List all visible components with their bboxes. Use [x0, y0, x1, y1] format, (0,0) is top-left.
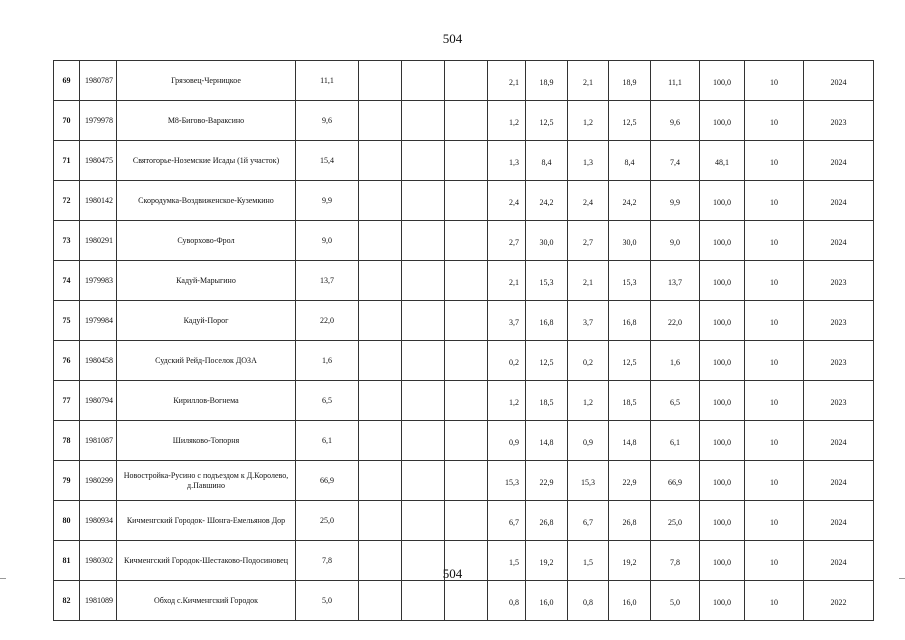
value-a: 2,1 [488, 261, 526, 301]
road-name: Судский Рейд-Поселок ДОЗА [117, 341, 296, 381]
value-g: 10 [745, 341, 804, 381]
value-c: 1,5 [568, 541, 609, 581]
value-a: 0,8 [488, 581, 526, 621]
road-length: 9,0 [296, 221, 359, 261]
value-a: 3,7 [488, 301, 526, 341]
value-e: 9,9 [651, 181, 700, 221]
year: 2024 [804, 181, 874, 221]
value-a: 1,2 [488, 101, 526, 141]
scan-edge-mark-left [0, 578, 6, 579]
empty-cell [445, 461, 488, 501]
value-a: 0,2 [488, 341, 526, 381]
value-d: 16,8 [609, 301, 651, 341]
value-a: 1,2 [488, 381, 526, 421]
table-row [54, 581, 874, 621]
table-row [54, 261, 874, 301]
empty-cell [445, 301, 488, 341]
value-c: 6,7 [568, 501, 609, 541]
road-name: Суворхово-Фрол [117, 221, 296, 261]
value-b: 8,4 [526, 141, 568, 181]
value-d: 19,2 [609, 541, 651, 581]
value-g: 10 [745, 141, 804, 181]
year: 2024 [804, 61, 874, 101]
value-g: 10 [745, 261, 804, 301]
year: 2024 [804, 141, 874, 181]
empty-cell [445, 381, 488, 421]
road-name: Шиляково-Топорня [117, 421, 296, 461]
value-d: 14,8 [609, 421, 651, 461]
empty-cell [402, 581, 445, 621]
value-c: 3,7 [568, 301, 609, 341]
value-g: 10 [745, 461, 804, 501]
row-number: 79 [54, 461, 80, 501]
value-g: 10 [745, 421, 804, 461]
value-c: 2,4 [568, 181, 609, 221]
empty-cell [402, 101, 445, 141]
value-a: 0,9 [488, 421, 526, 461]
road-length: 9,6 [296, 101, 359, 141]
value-g: 10 [745, 581, 804, 621]
value-e: 66,9 [651, 461, 700, 501]
empty-cell [402, 221, 445, 261]
value-d: 8,4 [609, 141, 651, 181]
year: 2022 [804, 581, 874, 621]
value-b: 14,8 [526, 421, 568, 461]
value-g: 10 [745, 381, 804, 421]
page-number-top: 504 [442, 31, 463, 46]
empty-cell [445, 501, 488, 541]
table-row [54, 501, 874, 541]
road-id: 1979984 [80, 301, 117, 341]
value-g: 10 [745, 181, 804, 221]
value-d: 30,0 [609, 221, 651, 261]
value-g: 10 [745, 541, 804, 581]
empty-cell [445, 101, 488, 141]
empty-cell [359, 301, 402, 341]
road-id: 1981087 [80, 421, 117, 461]
value-d: 15,3 [609, 261, 651, 301]
value-b: 16,8 [526, 301, 568, 341]
table-row [54, 341, 874, 381]
row-number: 73 [54, 221, 80, 261]
road-name: Кичменгский Городок- Шонга-Емельянов Дор [117, 501, 296, 541]
page-number-bottom: 504 [442, 566, 463, 581]
value-e: 6,5 [651, 381, 700, 421]
empty-cell [445, 181, 488, 221]
empty-cell [359, 101, 402, 141]
value-a: 2,4 [488, 181, 526, 221]
road-id: 1980794 [80, 381, 117, 421]
value-e: 11,1 [651, 61, 700, 101]
road-id: 1980787 [80, 61, 117, 101]
value-c: 0,9 [568, 421, 609, 461]
value-d: 22,9 [609, 461, 651, 501]
road-length: 25,0 [296, 501, 359, 541]
empty-cell [402, 181, 445, 221]
value-g: 10 [745, 501, 804, 541]
empty-cell [445, 341, 488, 381]
value-e: 5,0 [651, 581, 700, 621]
value-f: 100,0 [700, 301, 745, 341]
value-d: 26,8 [609, 501, 651, 541]
empty-cell [445, 61, 488, 101]
value-e: 7,4 [651, 141, 700, 181]
value-d: 18,9 [609, 61, 651, 101]
road-name: Кириллов-Вогнема [117, 381, 296, 421]
value-b: 26,8 [526, 501, 568, 541]
value-b: 22,9 [526, 461, 568, 501]
empty-cell [402, 501, 445, 541]
empty-cell [359, 341, 402, 381]
empty-cell [445, 261, 488, 301]
value-f: 100,0 [700, 341, 745, 381]
value-f: 100,0 [700, 381, 745, 421]
road-length: 15,4 [296, 141, 359, 181]
empty-cell [445, 141, 488, 181]
value-e: 13,7 [651, 261, 700, 301]
value-b: 24,2 [526, 181, 568, 221]
road-length: 11,1 [296, 61, 359, 101]
row-number: 78 [54, 421, 80, 461]
road-length: 22,0 [296, 301, 359, 341]
value-f: 100,0 [700, 61, 745, 101]
value-e: 7,8 [651, 541, 700, 581]
empty-cell [402, 61, 445, 101]
value-a: 1,3 [488, 141, 526, 181]
value-g: 10 [745, 101, 804, 141]
empty-cell [402, 461, 445, 501]
row-number: 70 [54, 101, 80, 141]
table-row [54, 381, 874, 421]
road-id: 1980475 [80, 141, 117, 181]
empty-cell [445, 421, 488, 461]
row-number: 75 [54, 301, 80, 341]
value-b: 12,5 [526, 101, 568, 141]
year: 2023 [804, 301, 874, 341]
year: 2023 [804, 261, 874, 301]
value-f: 100,0 [700, 581, 745, 621]
value-f: 100,0 [700, 541, 745, 581]
empty-cell [402, 141, 445, 181]
value-e: 9,6 [651, 101, 700, 141]
empty-cell [359, 141, 402, 181]
value-f: 100,0 [700, 221, 745, 261]
road-length: 6,1 [296, 421, 359, 461]
value-e: 1,6 [651, 341, 700, 381]
road-id: 1979983 [80, 261, 117, 301]
table-row [54, 421, 874, 461]
value-b: 19,2 [526, 541, 568, 581]
empty-cell [402, 421, 445, 461]
road-id: 1980934 [80, 501, 117, 541]
road-name: Кадуй-Порог [117, 301, 296, 341]
value-f: 100,0 [700, 461, 745, 501]
table-row [54, 461, 874, 501]
roads-table [53, 60, 874, 621]
empty-cell [445, 581, 488, 621]
value-c: 2,7 [568, 221, 609, 261]
value-d: 12,5 [609, 101, 651, 141]
empty-cell [402, 261, 445, 301]
value-d: 24,2 [609, 181, 651, 221]
value-e: 22,0 [651, 301, 700, 341]
table-row [54, 181, 874, 221]
row-number: 76 [54, 341, 80, 381]
empty-cell [359, 221, 402, 261]
road-id: 1979978 [80, 101, 117, 141]
row-number: 71 [54, 141, 80, 181]
road-name: Кадуй-Марыгино [117, 261, 296, 301]
empty-cell [359, 261, 402, 301]
row-number: 82 [54, 581, 80, 621]
value-c: 1,3 [568, 141, 609, 181]
road-name: Грязовец-Черницкое [117, 61, 296, 101]
value-c: 0,2 [568, 341, 609, 381]
value-b: 16,0 [526, 581, 568, 621]
empty-cell [359, 501, 402, 541]
value-a: 6,7 [488, 501, 526, 541]
table-row [54, 141, 874, 181]
road-name: Святогорье-Ноземские Исады (1й участок) [117, 141, 296, 181]
value-d: 18,5 [609, 381, 651, 421]
value-c: 0,8 [568, 581, 609, 621]
value-b: 30,0 [526, 221, 568, 261]
road-id: 1980142 [80, 181, 117, 221]
row-number: 72 [54, 181, 80, 221]
empty-cell [359, 421, 402, 461]
value-a: 15,3 [488, 461, 526, 501]
empty-cell [359, 181, 402, 221]
value-b: 18,9 [526, 61, 568, 101]
road-length: 1,6 [296, 341, 359, 381]
road-length: 7,8 [296, 541, 359, 581]
value-b: 18,5 [526, 381, 568, 421]
year: 2024 [804, 501, 874, 541]
table-row [54, 301, 874, 341]
year: 2024 [804, 461, 874, 501]
empty-cell [445, 221, 488, 261]
year: 2023 [804, 101, 874, 141]
value-c: 2,1 [568, 61, 609, 101]
row-number: 69 [54, 61, 80, 101]
value-f: 100,0 [700, 501, 745, 541]
empty-cell [402, 381, 445, 421]
road-id: 1980291 [80, 221, 117, 261]
year: 2024 [804, 421, 874, 461]
scan-edge-mark-right [899, 578, 905, 579]
row-number: 77 [54, 381, 80, 421]
value-e: 6,1 [651, 421, 700, 461]
value-g: 10 [745, 221, 804, 261]
road-name: М8-Бигово-Вараксино [117, 101, 296, 141]
value-f: 100,0 [700, 261, 745, 301]
year: 2023 [804, 381, 874, 421]
value-f: 100,0 [700, 181, 745, 221]
value-d: 16,0 [609, 581, 651, 621]
table-row [54, 101, 874, 141]
value-g: 10 [745, 301, 804, 341]
table-row [54, 221, 874, 261]
value-e: 9,0 [651, 221, 700, 261]
road-name: Скородумка-Воздвиженское-Куземкино [117, 181, 296, 221]
empty-cell [359, 581, 402, 621]
value-c: 2,1 [568, 261, 609, 301]
road-name: Кичменгский Городок-Шестаково-Подосиновец [117, 541, 296, 581]
value-b: 12,5 [526, 341, 568, 381]
value-b: 15,3 [526, 261, 568, 301]
empty-cell [359, 461, 402, 501]
road-id: 1980299 [80, 461, 117, 501]
value-f: 100,0 [700, 101, 745, 141]
road-id: 1980302 [80, 541, 117, 581]
road-length: 66,9 [296, 461, 359, 501]
year: 2024 [804, 221, 874, 261]
row-number: 81 [54, 541, 80, 581]
road-length: 6,5 [296, 381, 359, 421]
value-g: 10 [745, 61, 804, 101]
year: 2024 [804, 541, 874, 581]
value-a: 2,1 [488, 61, 526, 101]
year: 2023 [804, 341, 874, 381]
road-name: Обход с.Кичменгский Городок [117, 581, 296, 621]
value-a: 1,5 [488, 541, 526, 581]
row-number: 80 [54, 501, 80, 541]
table-row [54, 61, 874, 101]
road-length: 9,9 [296, 181, 359, 221]
road-length: 13,7 [296, 261, 359, 301]
empty-cell [402, 301, 445, 341]
value-a: 2,7 [488, 221, 526, 261]
road-id: 1980458 [80, 341, 117, 381]
road-name: Новостройка-Русино с подъездом к Д.Королево, д.Павшино [117, 461, 296, 501]
value-f: 48,1 [700, 141, 745, 181]
road-length: 5,0 [296, 581, 359, 621]
empty-cell [359, 61, 402, 101]
value-c: 15,3 [568, 461, 609, 501]
value-c: 1,2 [568, 381, 609, 421]
empty-cell [359, 381, 402, 421]
row-number: 74 [54, 261, 80, 301]
road-id: 1981089 [80, 581, 117, 621]
value-f: 100,0 [700, 421, 745, 461]
value-d: 12,5 [609, 341, 651, 381]
empty-cell [402, 341, 445, 381]
value-c: 1,2 [568, 101, 609, 141]
value-e: 25,0 [651, 501, 700, 541]
